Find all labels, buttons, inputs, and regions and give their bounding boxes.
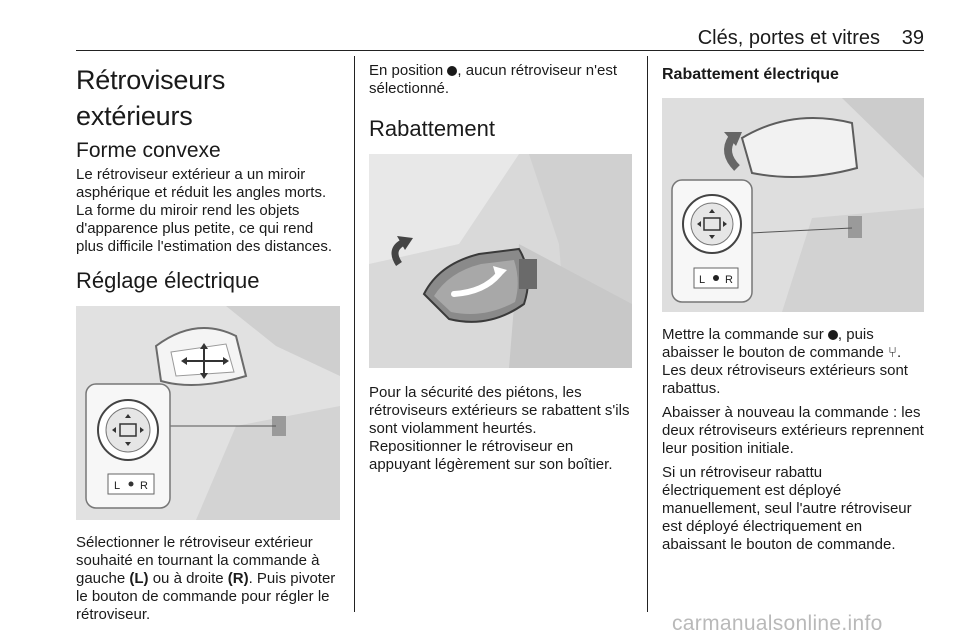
page-number: 39: [901, 27, 924, 49]
section-title: Clés, portes et vitres: [697, 27, 880, 49]
convex-text: Le rétroviseur extérieur a un miroir asphérique et réduit les angles morts. La forme du miroir rend les objets d'apparence plus petite, ce qui rend plus difficile l'estimation des distances.: [76, 166, 333, 255]
electric-folding-heading: Rabattement électrique: [662, 66, 839, 83]
electric-adjust-illustration: [76, 306, 340, 520]
column-divider: [647, 56, 648, 612]
folding-heading: Rabattement: [369, 116, 495, 141]
electric-folding-illustration: [662, 98, 924, 312]
column-1: [76, 62, 340, 630]
right-mirror-label: R: [725, 274, 733, 286]
right-mirror-label: R: [140, 480, 148, 492]
header-rule: [76, 50, 924, 51]
column-3: [662, 62, 924, 560]
watermark: carmanualsonline.info: [672, 612, 883, 635]
electric-adjust-text: Sélectionner le rétroviseur extérieur souhaité en tournant la commande à gauche (L) ou à droite (R). Puis pivoter le bouton de commande pour régler le rétroviseur.: [76, 534, 336, 623]
left-mirror-label: L: [114, 480, 121, 492]
convex-heading: Forme convexe: [76, 139, 221, 162]
page-heading: Rétroviseurs extérieurs: [76, 65, 226, 131]
manual-folding-illustration: [369, 154, 632, 368]
neutral-position-icon: [447, 66, 457, 76]
fold-symbol-icon: ⑂: [887, 344, 897, 361]
position-neutral-text: En position , aucun rétroviseur n'est sélectionné.: [369, 62, 617, 97]
folding-text: Pour la sécurité des piétons, les rétroviseurs extérieurs se rabattent s'ils sont violamment heurtés. Repositionner le rétroviseur en appuyant légèrement sur son boîtier.: [369, 384, 630, 473]
manual-folding-drawing: [369, 154, 632, 368]
electric-adjust-drawing: [76, 306, 340, 520]
column-divider: [354, 56, 355, 612]
electric-heading: Réglage électrique: [76, 268, 260, 293]
left-mirror-label: L: [699, 274, 706, 286]
electric-folding-step-2: Abaisser à nouveau la commande : les deux rétroviseurs extérieurs reprennent leur position initiale.: [662, 404, 924, 457]
electric-folding-step-1: Mettre la commande sur , puis abaisser le bouton de commande ⑂. Les deux rétroviseurs extérieurs sont rabattus.: [662, 326, 908, 397]
column-2: [369, 62, 632, 480]
electric-folding-step-3: Si un rétroviseur rabattu électriquement est déployé manuellement, seul l'autre rétroviseur est déployé électriquement en abaissant le bouton de commande.: [662, 464, 912, 553]
electric-folding-drawing: [662, 98, 924, 312]
neutral-position-icon: [828, 330, 838, 340]
